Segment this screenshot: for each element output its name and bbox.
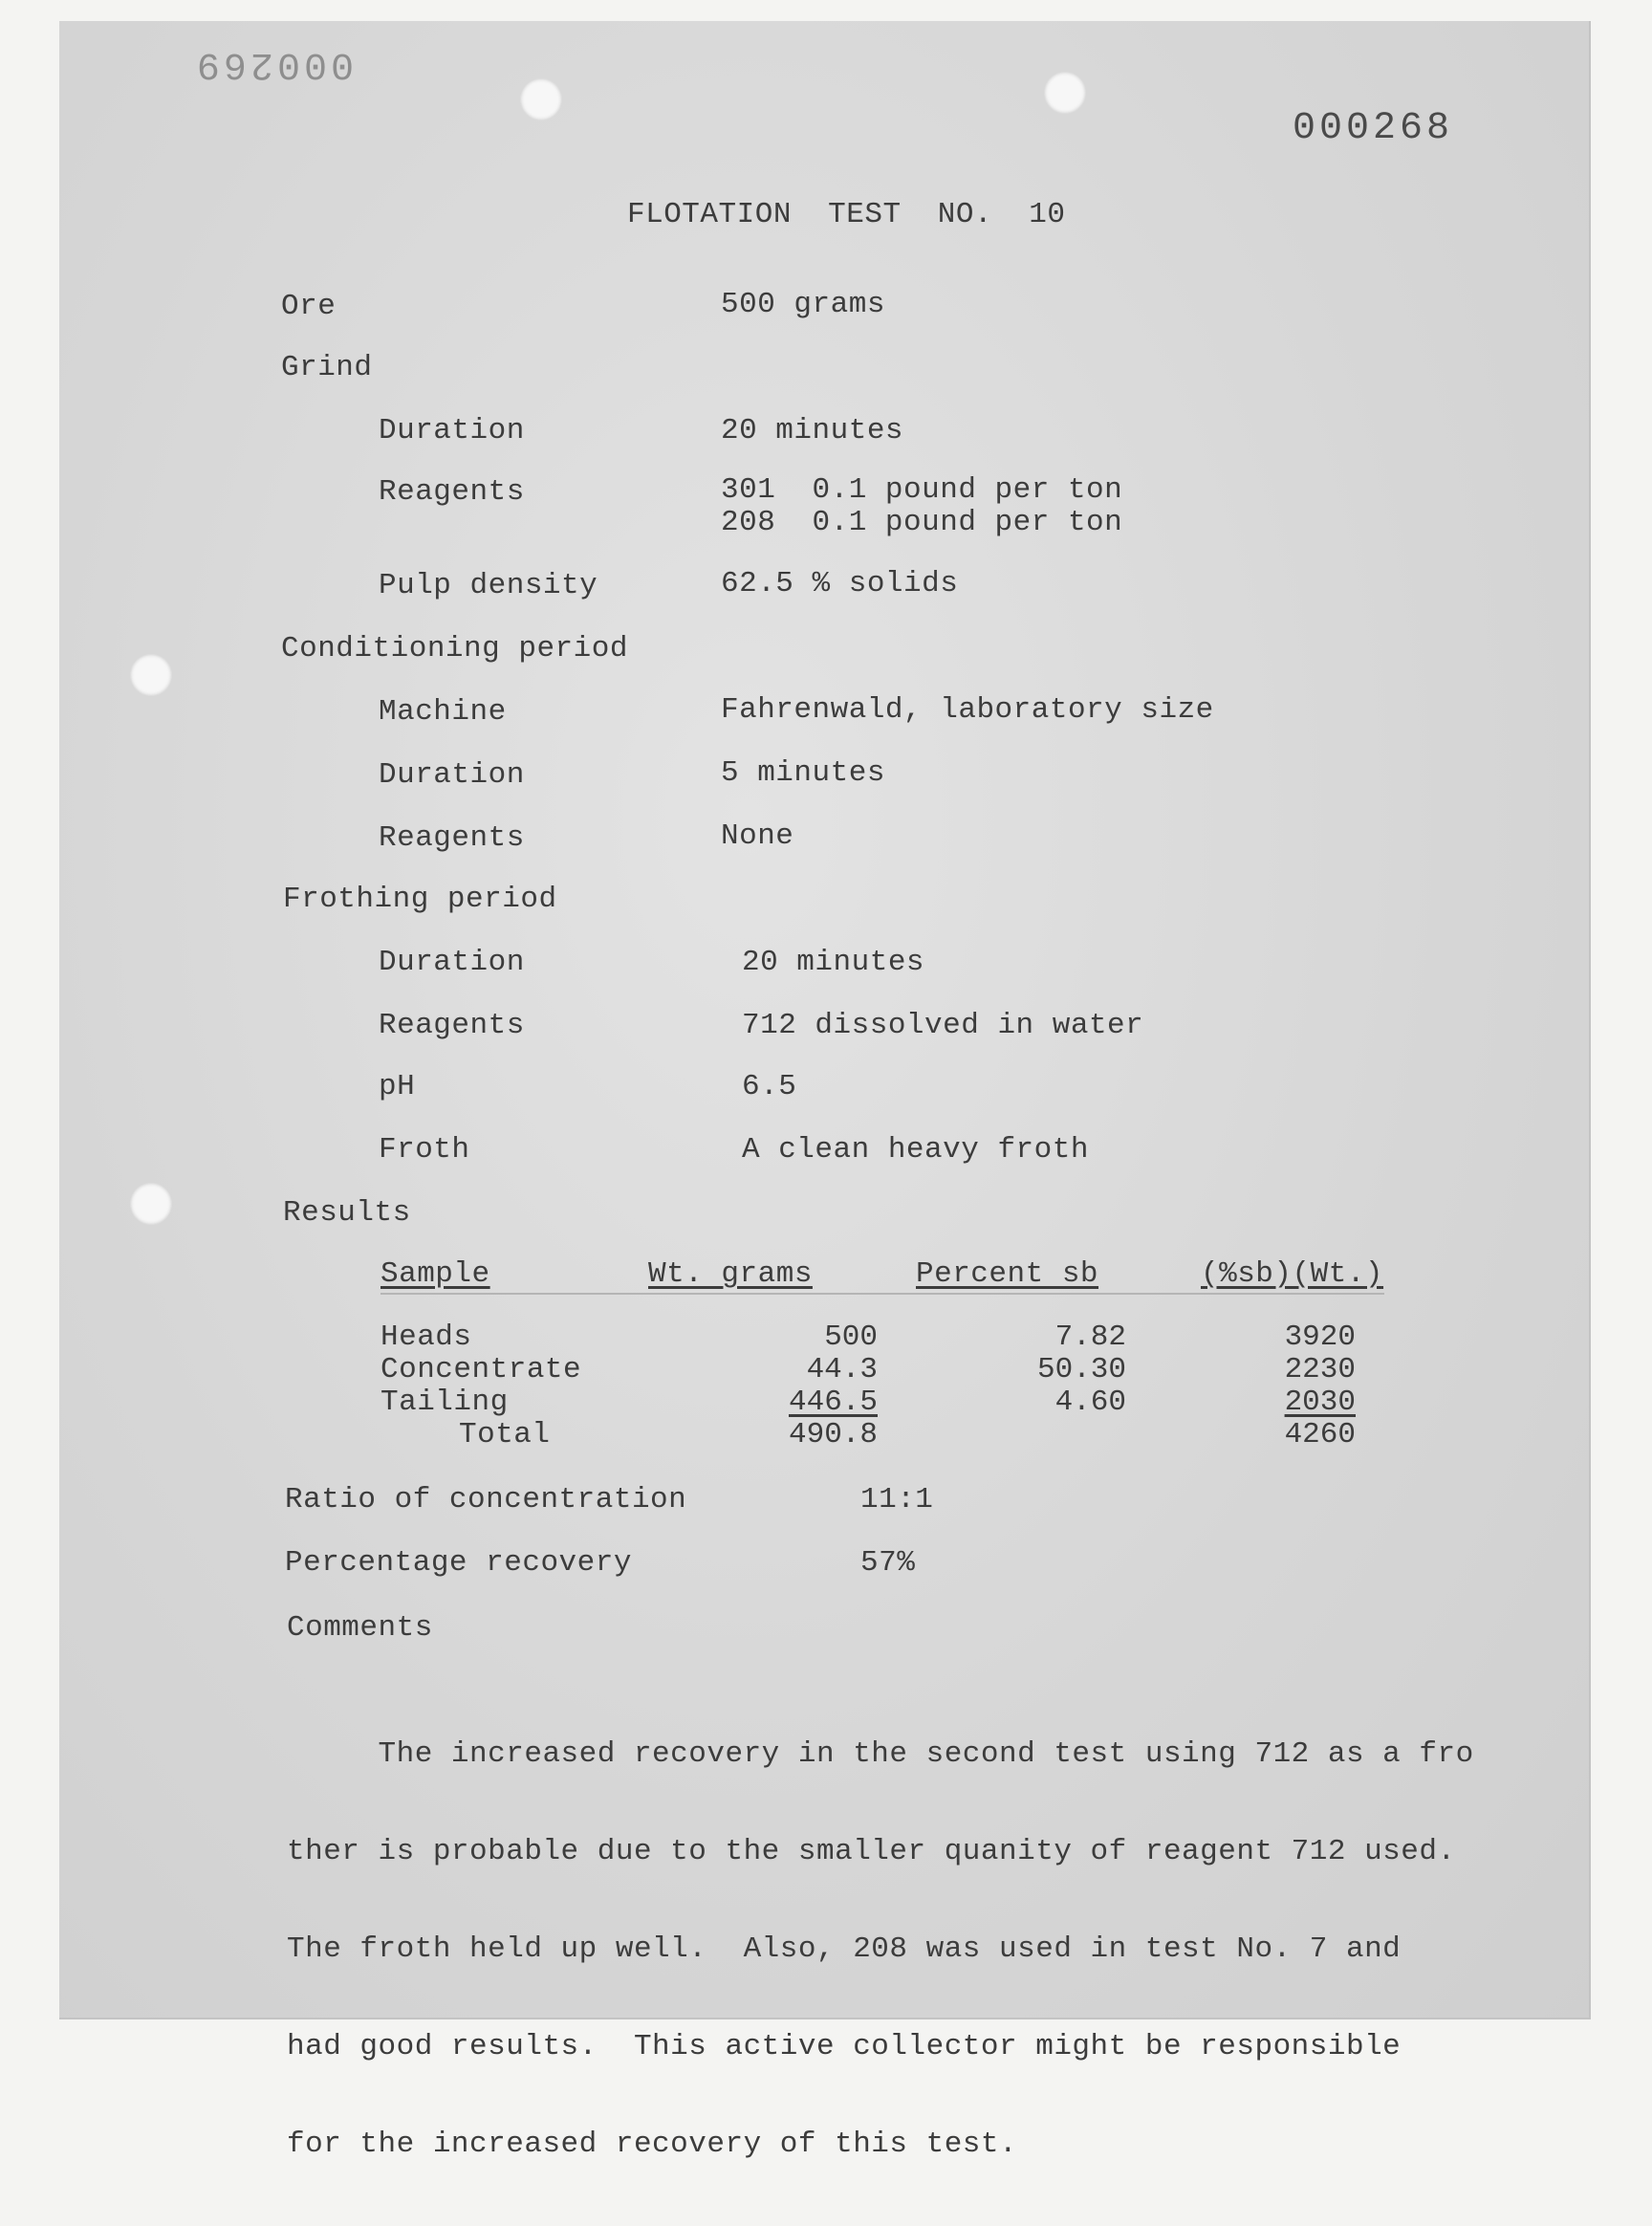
ratio-value: 11:1: [860, 1483, 934, 1517]
row-heads-pct: 7.82: [1054, 1320, 1126, 1354]
comment-line: had good results. This active collector might be responsible: [287, 2030, 1402, 2063]
comments-body: [287, 1673, 1474, 2226]
frothing-reagents-value: 712 dissolved in water: [742, 1009, 1144, 1042]
row-concentrate-sample: Concentrate: [380, 1353, 582, 1386]
ph-label: pH: [379, 1070, 416, 1103]
punch-hole-left-upper: [130, 654, 172, 696]
conditioning-duration-label: Duration: [379, 758, 525, 792]
ph-value: 6.5: [742, 1070, 797, 1103]
frothing-duration-label: Duration: [379, 946, 525, 979]
row-concentrate-prod: 2230: [1284, 1353, 1356, 1386]
row-heads-prod: 3920: [1284, 1320, 1356, 1354]
conditioning-reagents-label: Reagents: [379, 821, 525, 855]
comments-heading: Comments: [287, 1611, 433, 1645]
grind-duration-value: 20 minutes: [721, 414, 904, 447]
conditioning-duration-value: 5 minutes: [721, 756, 885, 790]
punch-hole-top-right: [1044, 72, 1086, 114]
row-heads-sample: Heads: [380, 1320, 472, 1354]
machine-value: Fahrenwald, laboratory size: [721, 693, 1214, 727]
total-label: Total: [459, 1418, 551, 1451]
document-stamp-number: 000268: [1293, 107, 1454, 150]
ore-label: Ore: [281, 290, 337, 323]
document-title: FLOTATION TEST NO. 10: [627, 198, 1066, 231]
row-concentrate-pct: 50.30: [1036, 1353, 1126, 1386]
grind-reagents-line2: 208 0.1 pound per ton: [721, 506, 1123, 539]
frothing-reagents-label: Reagents: [379, 1009, 525, 1042]
results-heading: Results: [283, 1196, 411, 1230]
conditioning-heading: Conditioning period: [281, 632, 628, 666]
row-concentrate-wt: 44.3: [806, 1353, 878, 1386]
faint-stamp-number: 000269: [193, 42, 355, 85]
comment-line: ther is probable due to the smaller quanity of reagent 712 used.: [287, 1835, 1456, 1868]
row-heads-wt: 500: [824, 1320, 878, 1354]
recovery-label: Percentage recovery: [285, 1546, 632, 1580]
grind-duration-label: Duration: [379, 414, 525, 447]
grind-reagents-line1: 301 0.1 pound per ton: [721, 473, 1123, 507]
machine-label: Machine: [379, 695, 507, 729]
total-wt: 490.8: [788, 1418, 878, 1451]
header-percent-sb: Percent sb: [916, 1257, 1099, 1291]
comment-line: The increased recovery in the second test using 712 as a fro: [287, 1737, 1474, 1771]
document-page: [59, 21, 1591, 2161]
header-rule: [380, 1293, 1384, 1295]
comment-line: for the increased recovery of this test.: [287, 2128, 1018, 2161]
punch-hole-left-lower: [130, 1183, 172, 1225]
conditioning-reagents-value: None: [721, 819, 794, 853]
header-sample: Sample: [380, 1257, 490, 1291]
ore-value: 500 grams: [721, 288, 885, 321]
row-tailing-sample: Tailing: [380, 1386, 509, 1419]
pulp-density-label: Pulp density: [379, 569, 598, 602]
comment-line: The froth held up well. Also, 208 was used in test No. 7 and: [287, 1932, 1402, 1966]
froth-value: A clean heavy froth: [742, 1133, 1089, 1167]
row-tailing-wt: 446.5: [788, 1386, 878, 1419]
grind-heading: Grind: [281, 351, 373, 384]
frothing-heading: Frothing period: [283, 883, 557, 916]
frothing-duration-value: 20 minutes: [742, 946, 925, 979]
header-wt-grams: Wt. grams: [648, 1257, 813, 1291]
grind-reagents-label: Reagents: [379, 475, 525, 509]
header-product: (%sb)(Wt.): [1201, 1257, 1384, 1291]
recovery-value: 57%: [860, 1546, 916, 1580]
pulp-density-value: 62.5 % solids: [721, 567, 959, 600]
row-tailing-pct: 4.60: [1054, 1386, 1126, 1419]
ratio-label: Ratio of concentration: [285, 1483, 687, 1517]
total-prod: 4260: [1284, 1418, 1356, 1451]
punch-hole-top-left: [520, 78, 562, 120]
froth-label: Froth: [379, 1133, 470, 1167]
row-tailing-prod: 2030: [1284, 1386, 1356, 1419]
